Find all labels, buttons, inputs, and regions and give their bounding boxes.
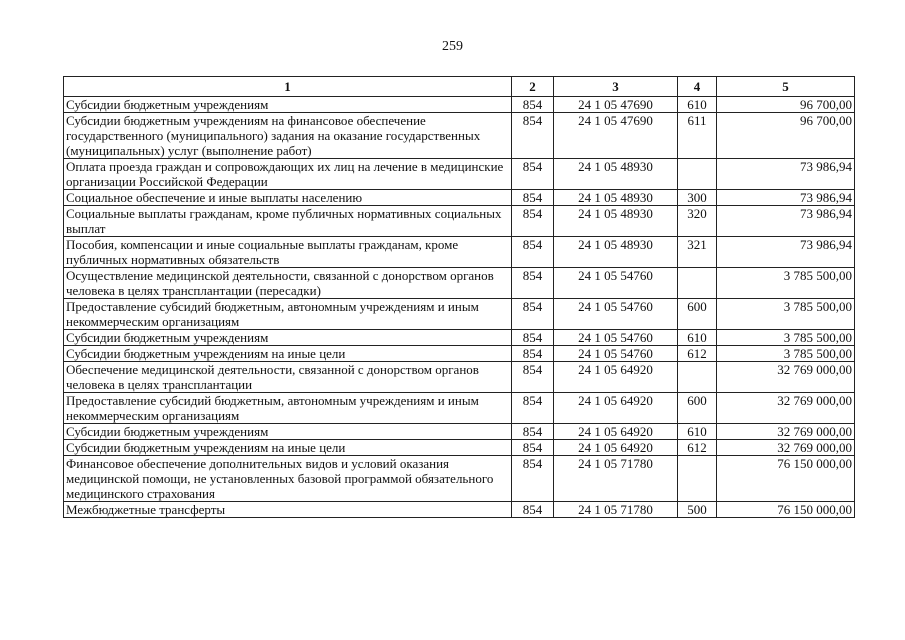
- table-row: [64, 237, 855, 268]
- row-csr-cell: 24 1 05 48930: [554, 159, 678, 190]
- row-csr-cell: 24 1 05 64920: [554, 393, 678, 424]
- row-code-cell: 854: [512, 299, 554, 330]
- row-sum-cell: 76 150 000,00: [717, 456, 855, 502]
- row-vr-cell: 610: [678, 330, 717, 346]
- row-name-cell: Субсидии бюджетным учреждениям на иные цели: [64, 440, 512, 456]
- row-sum-cell: 73 986,94: [717, 159, 855, 190]
- row-sum-cell: 32 769 000,00: [717, 362, 855, 393]
- table-row: [64, 346, 855, 362]
- row-name-cell: Пособия, компенсации и иные социальные выплаты гражданам, кроме публичных нормативных обязательств: [64, 237, 512, 268]
- row-code-cell: 854: [512, 424, 554, 440]
- row-name-cell: Субсидии бюджетным учреждениям на иные цели: [64, 346, 512, 362]
- table-row: [64, 268, 855, 299]
- row-code-cell: 854: [512, 113, 554, 159]
- row-csr-cell: 24 1 05 47690: [554, 113, 678, 159]
- row-name-cell: Субсидии бюджетным учреждениям: [64, 424, 512, 440]
- row-sum-cell: 96 700,00: [717, 113, 855, 159]
- row-sum-cell: 32 769 000,00: [717, 393, 855, 424]
- row-name-cell: Предоставление субсидий бюджетным, автономным учреждениям и иным некоммерческим организациям: [64, 393, 512, 424]
- row-name-cell: Субсидии бюджетным учреждениям: [64, 330, 512, 346]
- row-sum-cell: 3 785 500,00: [717, 299, 855, 330]
- row-vr-cell: [678, 456, 717, 502]
- row-vr-cell: [678, 268, 717, 299]
- column-header-3: 3: [554, 77, 678, 97]
- row-vr-cell: 300: [678, 190, 717, 206]
- row-csr-cell: 24 1 05 48930: [554, 206, 678, 237]
- row-csr-cell: 24 1 05 64920: [554, 362, 678, 393]
- row-vr-cell: 612: [678, 346, 717, 362]
- table-row: [64, 190, 855, 206]
- row-sum-cell: 73 986,94: [717, 237, 855, 268]
- table-row: [64, 456, 855, 502]
- row-csr-cell: 24 1 05 54760: [554, 346, 678, 362]
- row-sum-cell: 3 785 500,00: [717, 330, 855, 346]
- column-header-5: 5: [717, 77, 855, 97]
- row-code-cell: 854: [512, 362, 554, 393]
- row-sum-cell: 32 769 000,00: [717, 440, 855, 456]
- row-csr-cell: 24 1 05 47690: [554, 97, 678, 113]
- table-row: [64, 159, 855, 190]
- table-row: [64, 97, 855, 113]
- row-vr-cell: 321: [678, 237, 717, 268]
- row-code-cell: 854: [512, 206, 554, 237]
- row-vr-cell: [678, 362, 717, 393]
- row-name-cell: Финансовое обеспечение дополнительных видов и условий оказания медицинской помощи, не установленных базовой программой обязательного медицинского страхования: [64, 456, 512, 502]
- column-header-2: 2: [512, 77, 554, 97]
- row-code-cell: 854: [512, 456, 554, 502]
- table-row: [64, 330, 855, 346]
- table-row: [64, 440, 855, 456]
- row-csr-cell: 24 1 05 64920: [554, 424, 678, 440]
- row-code-cell: 854: [512, 330, 554, 346]
- row-vr-cell: [678, 159, 717, 190]
- row-name-cell: Осуществление медицинской деятельности, связанной с донорством органов человека в целях трансплантации (пересадки): [64, 268, 512, 299]
- table-row: [64, 113, 855, 159]
- row-name-cell: Межбюджетные трансферты: [64, 502, 512, 518]
- row-code-cell: 854: [512, 190, 554, 206]
- row-csr-cell: 24 1 05 71780: [554, 456, 678, 502]
- table-row: [64, 362, 855, 393]
- table-row: [64, 424, 855, 440]
- row-code-cell: 854: [512, 237, 554, 268]
- row-name-cell: Социальное обеспечение и иные выплаты населению: [64, 190, 512, 206]
- table-body: [64, 97, 855, 518]
- row-code-cell: 854: [512, 268, 554, 299]
- row-sum-cell: 73 986,94: [717, 190, 855, 206]
- row-vr-cell: 600: [678, 393, 717, 424]
- table-row: [64, 299, 855, 330]
- row-vr-cell: 500: [678, 502, 717, 518]
- row-name-cell: Субсидии бюджетным учреждениям на финансовое обеспечение государственного (муниципального) задания на оказание государственных (муниципальных) услуг (выполнение работ): [64, 113, 512, 159]
- row-name-cell: Социальные выплаты гражданам, кроме публичных нормативных социальных выплат: [64, 206, 512, 237]
- row-csr-cell: 24 1 05 54760: [554, 299, 678, 330]
- row-vr-cell: 320: [678, 206, 717, 237]
- table-header-row: [64, 77, 855, 97]
- row-sum-cell: 96 700,00: [717, 97, 855, 113]
- row-vr-cell: 612: [678, 440, 717, 456]
- row-csr-cell: 24 1 05 48930: [554, 237, 678, 268]
- row-name-cell: Субсидии бюджетным учреждениям: [64, 97, 512, 113]
- row-csr-cell: 24 1 05 54760: [554, 268, 678, 299]
- row-csr-cell: 24 1 05 48930: [554, 190, 678, 206]
- budget-table: [63, 76, 855, 518]
- row-code-cell: 854: [512, 97, 554, 113]
- row-sum-cell: 3 785 500,00: [717, 346, 855, 362]
- page-number: 259: [442, 39, 463, 54]
- row-csr-cell: 24 1 05 54760: [554, 330, 678, 346]
- row-csr-cell: 24 1 05 64920: [554, 440, 678, 456]
- table-row: [64, 502, 855, 518]
- row-sum-cell: 73 986,94: [717, 206, 855, 237]
- row-name-cell: Предоставление субсидий бюджетным, автономным учреждениям и иным некоммерческим организациям: [64, 299, 512, 330]
- row-name-cell: Оплата проезда граждан и сопровождающих их лиц на лечение в медицинские организации Российской Федерации: [64, 159, 512, 190]
- column-header-1: 1: [64, 77, 512, 97]
- row-sum-cell: 3 785 500,00: [717, 268, 855, 299]
- row-vr-cell: 600: [678, 299, 717, 330]
- row-code-cell: 854: [512, 502, 554, 518]
- row-name-cell: Обеспечение медицинской деятельности, связанной с донорством органов человека в целях трансплантации: [64, 362, 512, 393]
- row-code-cell: 854: [512, 346, 554, 362]
- row-code-cell: 854: [512, 159, 554, 190]
- row-vr-cell: 610: [678, 424, 717, 440]
- row-vr-cell: 611: [678, 113, 717, 159]
- row-csr-cell: 24 1 05 71780: [554, 502, 678, 518]
- row-code-cell: 854: [512, 393, 554, 424]
- row-sum-cell: 76 150 000,00: [717, 502, 855, 518]
- table-row: [64, 393, 855, 424]
- row-code-cell: 854: [512, 440, 554, 456]
- column-header-4: 4: [678, 77, 717, 97]
- table-row: [64, 206, 855, 237]
- row-sum-cell: 32 769 000,00: [717, 424, 855, 440]
- row-vr-cell: 610: [678, 97, 717, 113]
